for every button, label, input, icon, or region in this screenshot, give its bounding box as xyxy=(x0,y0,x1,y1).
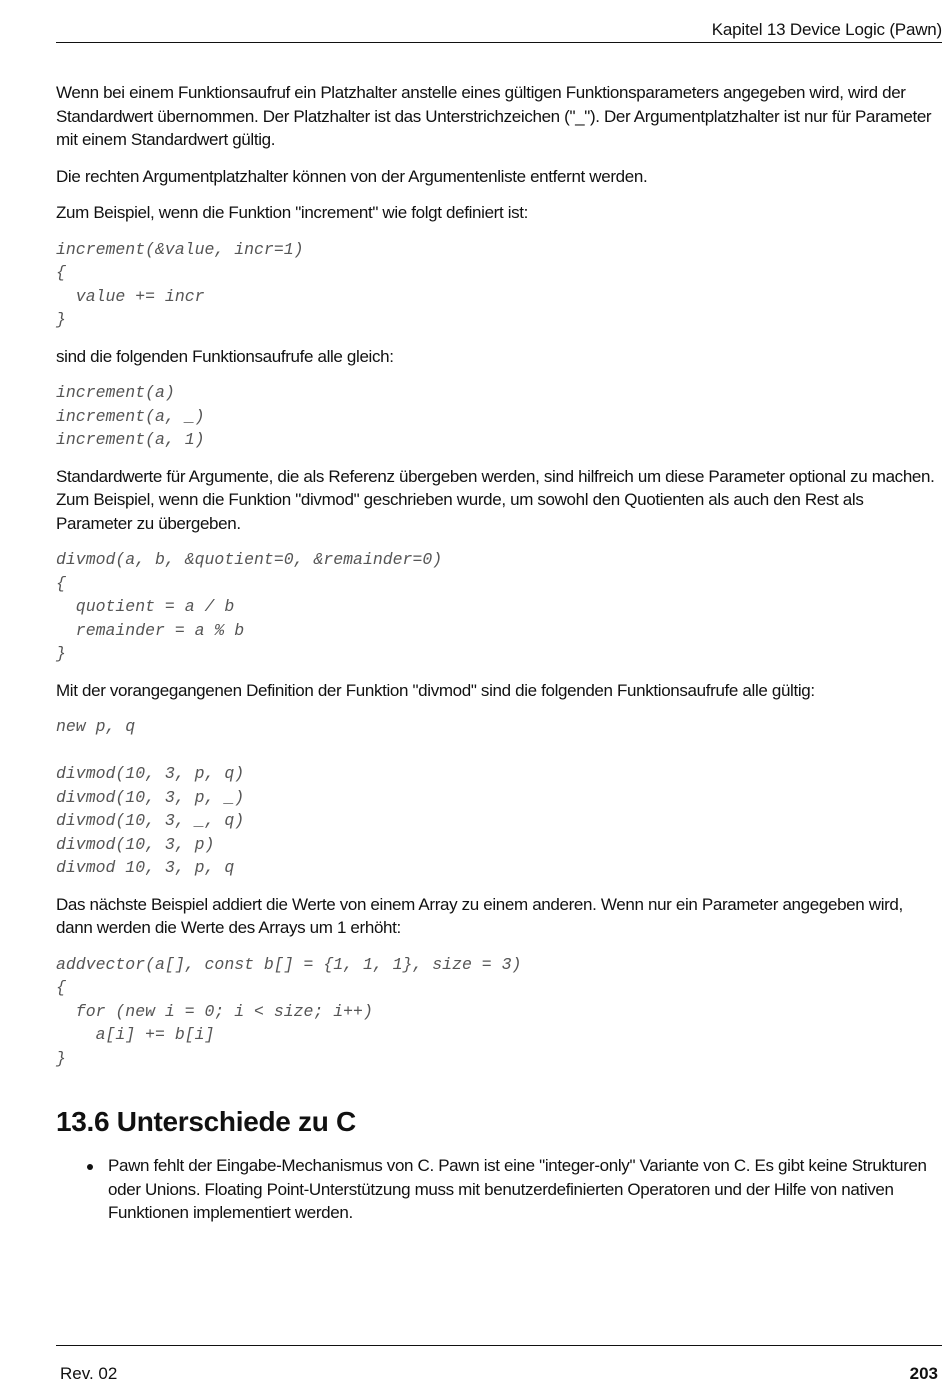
code-divmod-calls: new p, q divmod(10, 3, p, q) divmod(10, 3, p, _) divmod(10, 3, _, q) divmod(10, 3, p) divmod 10, 3, p, q xyxy=(56,717,245,877)
paragraph-placeholder-intro: Wenn bei einem Funktionsaufruf ein Platzhalter anstelle eines gültigen Funktionsparameters angegeben wird, wird der Standardwert übernommen. Der Platzhalter ist das Unterstrichzeichen ("_"). Der Argumentplatzhalter ist nur für Parameter mit einem Standardwert gültig. xyxy=(56,83,932,149)
paragraph-addvector-example: Das nächste Beispiel addiert die Werte von einem Array zu einem anderen. Wenn nur ein Parameter angegeben wird, dann werden die Werte des Arrays um 1 erhöht: xyxy=(56,894,903,937)
page-header xyxy=(56,20,942,43)
section-heading: 13.6 Unterschiede zu C xyxy=(56,1106,356,1137)
paragraph-equal-calls: sind die folgenden Funktionsaufrufe alle gleich: xyxy=(56,346,394,366)
page-content xyxy=(56,81,942,1225)
differences-list xyxy=(56,1154,942,1225)
chapter-title: Kapitel 13 Device Logic (Pawn) xyxy=(711,20,942,39)
code-increment-calls: increment(a) increment(a, _) increment(a, 1) xyxy=(56,383,205,449)
page-footer xyxy=(56,1345,942,1386)
list-item-text: Pawn fehlt der Eingabe-Mechanismus von C. Pawn ist eine "integer-only" Variante von C. Es gibt keine Strukturen oder Unions. Floating Point-Unterstützung muss mit benutzerdefinierten Operatoren und der Hilfe von nativen Funktionen implementiert werden. xyxy=(108,1156,927,1222)
code-divmod-definition: divmod(a, b, &quotient=0, &remainder=0) { quotient = a / b remainder = a % b } xyxy=(56,550,443,663)
bullet-icon xyxy=(87,1164,93,1170)
paragraph-increment-example: Zum Beispiel, wenn die Funktion "increment" wie folgt definiert ist: xyxy=(56,203,529,222)
code-increment-definition: increment(&value, incr=1) { value += incr } xyxy=(56,239,304,329)
code-addvector-definition: addvector(a[], const b[] = {1, 1, 1}, size = 3) { for (new i = 0; i < size; i++) a[i] += b[i] } xyxy=(56,954,522,1068)
paragraph-reference-defaults: Standardwerte für Argumente, die als Referenz übergeben werden, sind hilfreich um diese Parameter optional zu machen. Zum Beispiel, wenn die Funktion "divmod" geschrieben wurde, um sowohl den Quotienten als auch den Rest als Parameter zu übergeben. xyxy=(56,466,935,533)
paragraph-right-placeholders: Die rechten Argumentplatzhalter können von der Argumentenliste entfernt werden. xyxy=(56,166,648,186)
paragraph-divmod-calls: Mit der vorangegangenen Definition der Funktion "divmod" sind die folgenden Funktionsaufrufe alle gültig: xyxy=(56,680,815,700)
revision-label: Rev. 02 xyxy=(60,1364,118,1383)
page-number: 203 xyxy=(909,1364,938,1383)
list-item xyxy=(56,1154,942,1225)
